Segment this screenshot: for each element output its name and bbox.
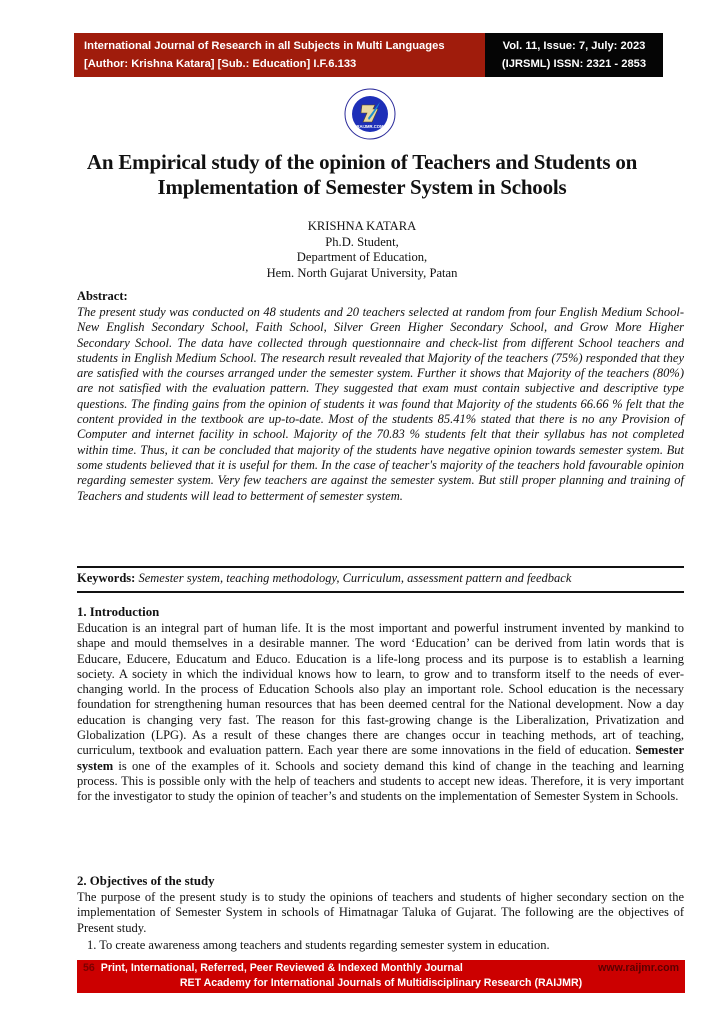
intro-text-part-2: is one of the examples of it. Schools and society demand this kind of change in the teaching and learning process. This is possible only with the help of teachers and students to accept new ideas. Therefore, it is very important for the investigator to study the opinion of teacher’s and students on the implementation of Semester System in Schools. — [77, 758, 684, 804]
svg-text:RAIJMR.COM: RAIJMR.COM — [356, 124, 384, 129]
author-block — [0, 219, 724, 281]
intro-bold-phrase: Semester system — [77, 743, 684, 773]
intro-text-part-1: Education is an integral part of human life. It is the most important and powerful instrument invented by mankind to shape and mould themselves in a desirable manner. The word ‘Education’ can be derived from latin words that is Educare, Educere, Educatum and Educo. Education is a life-long process and its purpose is to establish a learning society. A society in which the individual knows how to learn, to grow and to transform itself to the needs of ever-changing world. In the process of Education Schools also play an important role. School education is the necessary foundation for strengthening human resources that has been deemed central for the National development. Now a day education is changing very fast. The reason for this fast-growing change is the Liberalization, Privatization and Globalization (LPG). As a result of these changes there are changes occur in teaching methods, art of teaching, curriculum, textbook and evaluation pattern. Each year there are some innovations in the field of education. — [77, 621, 684, 758]
author-subject-line: [Author: Krishna Katara] [Sub.: Education] I.F.6.133 — [84, 58, 357, 70]
objectives-heading: 2. Objectives of the study — [77, 874, 215, 888]
divider-top — [77, 566, 684, 568]
objectives-text: The purpose of the present study is to study the opinions of teachers and students of higher secondary section on the implementation of Semester System in schools of Himatnagar Taluka of Gujarat. The following are the objectives of Present study. — [77, 890, 684, 935]
abstract-heading: Abstract: — [77, 289, 128, 303]
author-name: KRISHNA KATARA — [307, 219, 417, 233]
divider-bottom — [77, 591, 684, 593]
abstract-text: The present study was conducted on 48 students and 20 teachers selected at random from four English Medium School- New English Secondary School, Faith School, Silver Green Higher Secondary School, and Grow More Higher Secondary School. The data have collected through questionnaire and check-list from different School teachers and students in English Medium School. The research result revealed that Majority of the teachers (75%) responded that they are satisfied with the courses arranged under the semester system. Further it shows that Majority of the teachers (80%) are not satisfied with the evaluation pattern. They suggested that exam must contain subjective and descriptive type questions. The finding gains from the opinion of students it was found that Majority of the students 66.66 % felt that the content provided in the textbook are up-to-date. Most of the students 85.41% stated that there is no any Provision of Computer and internet facility in school. Majority of the 70.83 % students felt that their syllabus has not completed within time. Thus, it can be concluded that majority of the students have negative opinion towards semester system. But some students believed that it is useful for them. In the case of teacher's majority of the teachers hold favourable opinion regarding semester system. Very few teachers are against the semester system. But still proper planning and training of Teachers and students will lead to betterment of semester system. — [77, 305, 684, 503]
author-role: Ph.D. Student, — [325, 234, 399, 249]
publisher-name: RET Academy for International Journals of Multidisciplinary Research (RAIJMR) — [179, 977, 583, 989]
keywords — [77, 571, 684, 586]
header-issue-info — [485, 33, 663, 77]
journal-description: Print, International, Referred, Peer Reviewed & Indexed Monthly Journal — [100, 962, 463, 974]
title-line-2: Implementation of Semester System in Schools — [157, 175, 567, 199]
raijmr-seal-logo-icon — [344, 88, 396, 140]
introduction-heading: 1. Introduction — [77, 605, 160, 619]
journal-name: International Journal of Research in all Subjects in Multi Languages — [84, 40, 445, 52]
header-journal-info — [74, 33, 485, 77]
page-number: 56 — [83, 962, 95, 974]
issn: (IJRSML) ISSN: 2321 - 2853 — [501, 58, 647, 70]
keywords-label: Keywords: — [77, 571, 136, 585]
introduction-text — [77, 621, 684, 805]
author-department: Department of Education, — [296, 250, 428, 264]
title-line-1: An Empirical study of the opinion of Teachers and Students on — [86, 150, 638, 174]
paper-title — [50, 150, 674, 200]
volume-issue: Vol. 11, Issue: 7, July: 2023 — [502, 40, 646, 52]
objective-item: 1. To create awareness among teachers and students regarding semester system in education. — [87, 938, 550, 952]
author-university: Hem. North Gujarat University, Patan — [266, 265, 458, 280]
footer-banner — [77, 960, 685, 993]
keywords-text: Semester system, teaching methodology, Curriculum, assessment pattern and feedback — [138, 571, 572, 585]
journal-url-link[interactable]: www.raijmr.com — [598, 962, 679, 974]
